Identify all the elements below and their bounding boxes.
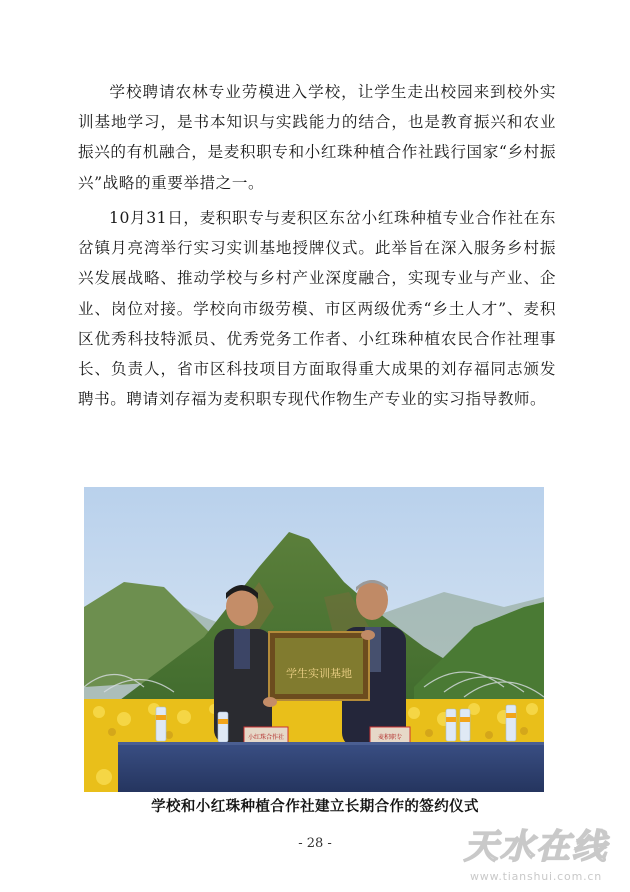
article-paragraph-1 — [78, 77, 556, 198]
ceremony-photo — [84, 487, 544, 792]
plaque-text: 学生实训基地 — [286, 667, 352, 680]
nameplate-left-text: 小红珠合作社 — [247, 734, 285, 741]
paragraph-2-text: 10月31日，麦积职专与麦积区东岔小红珠种植专业合作社在东岔镇月亮湾举行实习实训基地授牌仪式。此举旨在深入服务乡村振兴发展战略、推动学校与乡村产业深度融合，实现专业与产业、企业、岗位对接。学校向市级劳模、市区两级优秀“乡土人才”、麦积区优秀科技特派员、优秀党务工作者、小红珠种植农民合作社理事长、负责人，省市区科技项目方面取得重大成果的刘存福同志颁发聘书。聘请刘存福为麦积职专现代作物生产专业的实习指导教师。 — [78, 209, 556, 409]
paragraph-1-text: 学校聘请农林专业劳模进入学校，让学生走出校园来到校外实训基地学习，是书本知识与实践能力的结合，也是教育振兴和农业振兴的有机融合，是麦积职专和小红珠种植合作社践行国家“乡村振兴”战略的重要举措之一。 — [78, 83, 556, 192]
article-paragraph-2 — [78, 203, 556, 414]
nameplate-left — [244, 727, 288, 743]
page-number: - 28 - — [298, 836, 332, 851]
watermark-url: www.tianshui.com.cn — [470, 870, 602, 883]
nameplate-right — [370, 727, 410, 743]
award-plaque — [269, 632, 369, 700]
nameplate-right-text: 麦积职专 — [377, 734, 403, 741]
site-watermark — [448, 816, 618, 888]
photo-caption: 学校和小红珠种植合作社建立长期合作的签约仪式 — [151, 799, 479, 815]
watermark-logo-text: 天水在线 — [464, 827, 608, 867]
ceremony-table — [118, 742, 544, 792]
